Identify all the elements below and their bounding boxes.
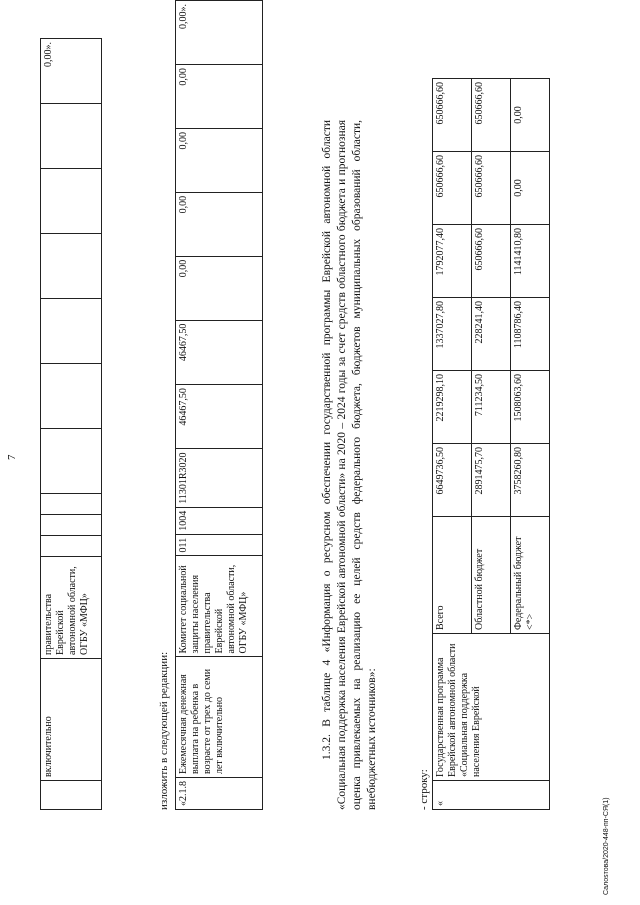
cell: 1004 [176, 507, 263, 534]
redaction-label: изложить в следующей редакции: [158, 651, 170, 810]
cell: 650666,60 [433, 152, 472, 225]
cell: 2219298,10 [433, 371, 472, 444]
cell: 1792077,40 [433, 225, 472, 298]
cell: 711234,50 [472, 371, 511, 444]
cell [41, 364, 102, 429]
page-number: 7 [6, 454, 18, 460]
cell: 11301R3020 [176, 449, 263, 507]
cell: 650666,60 [472, 152, 511, 225]
cell: 0,00 [176, 65, 263, 129]
cell: «2.1.8 [176, 778, 263, 810]
cell: 0,00 [511, 152, 550, 225]
cell: 0,00 [176, 129, 263, 193]
table-continuation [40, 38, 102, 810]
cell [41, 429, 102, 494]
cell: правительства Еврейской автономной области, ОГБУ «МФЦ» [41, 557, 102, 659]
cell: 650666,60 [472, 225, 511, 298]
table-resources [432, 78, 550, 810]
cell: Областной бюджет [472, 517, 511, 634]
footer-code: Салоsтова/2020-448-пп-СЯ(1) [603, 797, 610, 895]
cell: Комитет социальной защиты населения правительства Еврейской автономной области, ОГБУ «МФЦ» [176, 556, 263, 657]
cell: 46467,50 [176, 385, 263, 449]
cell: 1508063,60 [511, 371, 550, 444]
cell: 2891475,70 [472, 444, 511, 517]
cell: 0,00 [176, 256, 263, 320]
table-row [433, 79, 472, 810]
cell: 0,00 [511, 79, 550, 152]
cell: Федеральный бюджет <*> [511, 517, 550, 634]
cell: 0,00». [176, 1, 263, 65]
cell: 1108786,40 [511, 298, 550, 371]
cell: 1337027,80 [433, 298, 472, 371]
cell: включительно [41, 659, 102, 781]
body-paragraph [320, 120, 380, 810]
table-item-2-1-8 [175, 0, 263, 810]
cell: 1141410,80 [511, 225, 550, 298]
table-row [41, 39, 102, 810]
cell: 650666,60 [433, 79, 472, 152]
cell: 0,00 [176, 192, 263, 256]
cell [41, 494, 102, 515]
cell: 6649736,50 [433, 444, 472, 517]
cell: « [433, 781, 550, 810]
cell [41, 515, 102, 536]
cell: Ежемесячная денежная выплата на ребенка в возрасте от трех до семи лет включительно [176, 657, 263, 778]
cell: 46467,50 [176, 320, 263, 384]
cell: 011 [176, 534, 263, 556]
cell [41, 104, 102, 169]
cell: Всего [433, 517, 472, 634]
cell [41, 781, 102, 810]
cell [41, 234, 102, 299]
cell [41, 299, 102, 364]
cell: 3758260,80 [511, 444, 550, 517]
cell [41, 536, 102, 557]
paragraph-text: 1.3.2. В таблице 4 «Информация о ресурсном обеспечении государственной программы Еврейской автономной области «Социальная поддержка населения Еврейской автономной области» на 2020 – 2024 годы за счет средств областного бюджета и прогнозная оценка привлекаемых на реализацию ее целей средств федерального бюджета, бюджетов муниципальных образований области, внебюджетных источников»: [321, 120, 378, 810]
cell: 0,00». [41, 39, 102, 104]
cell: 650666,60 [472, 79, 511, 152]
cell: 228241,40 [472, 298, 511, 371]
cell [41, 169, 102, 234]
cell: Государственная программа Еврейской автономной области «Социальная поддержка населения Еврейской [433, 634, 550, 781]
stroku-label: - строку: [418, 769, 430, 810]
table-row [176, 1, 263, 810]
